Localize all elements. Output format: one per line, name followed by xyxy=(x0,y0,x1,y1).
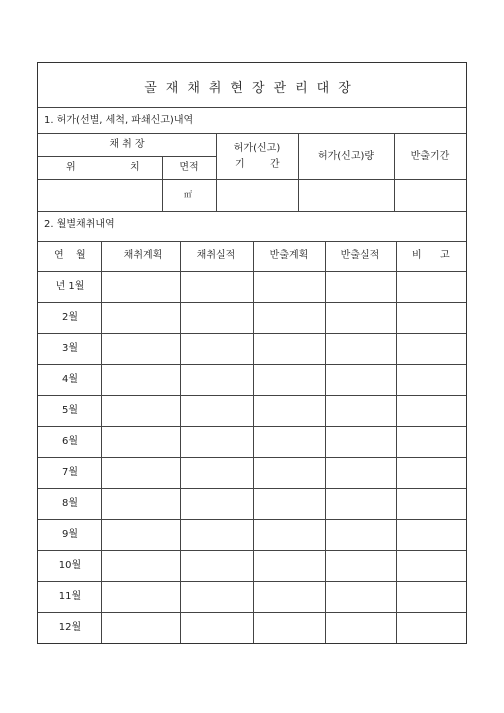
month-label: 9월 xyxy=(61,529,79,540)
divider xyxy=(38,364,466,365)
col-note-a: 비 xyxy=(412,250,422,261)
section2-heading: 2. 월별채취내역 xyxy=(44,219,115,230)
divider xyxy=(38,395,466,396)
divider xyxy=(38,156,216,157)
col-export-plan: 반출계획 xyxy=(269,250,309,261)
divider xyxy=(38,612,466,613)
area-label: 면적 xyxy=(179,162,199,173)
divider xyxy=(38,426,466,427)
divider xyxy=(38,581,466,582)
month-label: 12월 xyxy=(58,622,82,633)
month-label: 3월 xyxy=(61,343,79,354)
period-label-1: 허가(신고) xyxy=(233,143,281,154)
location-label-b: 치 xyxy=(130,162,140,173)
col-export-actual: 반출실적 xyxy=(340,250,380,261)
divider xyxy=(38,271,466,272)
col-note-b: 고 xyxy=(440,250,450,261)
divider xyxy=(298,133,299,211)
amount-label: 허가(신고)량 xyxy=(317,151,375,162)
chaechwijang-label: 채 취 장 xyxy=(109,139,145,150)
divider xyxy=(38,302,466,303)
month-label: 7월 xyxy=(61,467,79,478)
period-label-2a: 기 xyxy=(235,159,245,170)
divider xyxy=(38,133,466,134)
divider xyxy=(38,519,466,520)
divider xyxy=(162,156,163,211)
col-actual: 채취실적 xyxy=(196,250,236,261)
month-label: 5월 xyxy=(61,405,79,416)
divider xyxy=(394,133,395,211)
month-label: 년 1월 xyxy=(55,281,85,292)
area-unit: ㎡ xyxy=(184,190,192,199)
month-label: 11월 xyxy=(58,591,82,602)
month-label: 4월 xyxy=(61,374,79,385)
divider xyxy=(38,333,466,334)
month-label: 8월 xyxy=(61,498,79,509)
divider xyxy=(38,457,466,458)
location-label-a: 위 xyxy=(66,162,76,173)
month-label: 10월 xyxy=(58,560,82,571)
divider xyxy=(38,241,466,242)
col-month-a: 연 xyxy=(54,250,64,261)
divider xyxy=(38,107,466,108)
divider xyxy=(38,211,466,212)
form-title: 골재채취현장관리대장 xyxy=(144,81,360,96)
export-period-label: 반출기간 xyxy=(410,151,450,162)
col-plan: 채취계획 xyxy=(123,250,163,261)
section1-heading: 1. 허가(선별, 세척, 파쇄신고)내역 xyxy=(44,115,194,126)
col-month-b: 월 xyxy=(76,250,86,261)
divider xyxy=(38,550,466,551)
divider xyxy=(38,179,466,180)
month-label: 2월 xyxy=(61,312,79,323)
divider xyxy=(216,133,217,211)
month-label: 6월 xyxy=(61,436,79,447)
period-label-2b: 간 xyxy=(270,159,280,170)
ledger-form xyxy=(37,62,467,644)
divider xyxy=(38,488,466,489)
